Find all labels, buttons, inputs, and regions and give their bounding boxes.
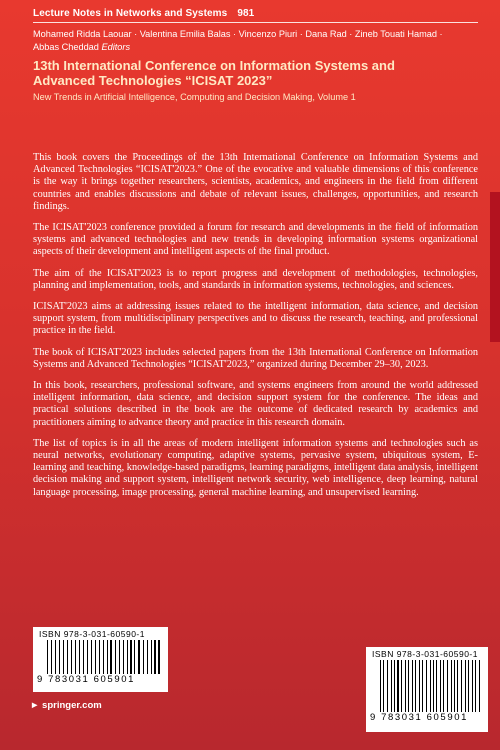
barcode-stripe	[389, 660, 390, 712]
barcode-stripe	[424, 660, 425, 712]
barcode-stripe	[151, 640, 152, 674]
editors-role: Editors	[101, 42, 131, 52]
barcode-stripe	[454, 660, 455, 712]
barcode-stripe	[87, 640, 88, 674]
barcode-stripe	[410, 660, 411, 712]
editors-line-2: Abbas Cheddad	[33, 42, 99, 52]
barcode-stripe	[109, 640, 110, 674]
barcode-left-digits: 9 783031 605901	[37, 674, 135, 685]
barcode-stripe	[85, 640, 86, 674]
barcode-stripe	[152, 640, 153, 674]
barcode-stripe	[134, 640, 135, 674]
barcode-stripe	[51, 640, 52, 674]
barcode-stripe	[385, 660, 386, 712]
barcode-stripe	[73, 640, 74, 674]
barcode-stripe	[440, 660, 441, 712]
barcode-stripe	[103, 640, 104, 674]
barcode-stripe	[445, 660, 446, 712]
barcode-stripe	[129, 640, 130, 674]
publisher-link[interactable]	[30, 700, 102, 711]
barcode-stripe	[75, 640, 76, 674]
barcode-stripe	[119, 640, 120, 674]
barcode-stripe	[415, 660, 416, 712]
barcode-stripe	[136, 640, 137, 674]
blurb-paragraph: ICISAT'2023 aims at addressing issues related to the intelligent information, data science, and decision support system, from multidisciplinary perspectives and to discuss the research, teaching, and professional practice in the field.	[33, 301, 478, 337]
barcode-stripe	[148, 640, 149, 674]
book-subtitle: New Trends in Artificial Intelligence, Computing and Decision Making, Volume 1	[33, 92, 356, 102]
barcode-stripe	[157, 640, 158, 674]
barcode-stripe	[59, 640, 60, 674]
barcode-stripe	[113, 640, 114, 674]
barcode-stripe	[63, 640, 64, 674]
barcode-stripe	[147, 640, 148, 674]
barcode-stripe	[57, 640, 58, 674]
barcode-stripe	[83, 640, 84, 674]
barcode-right-isbn: ISBN 978-3-031-60590-1	[372, 649, 478, 659]
barcode-stripe	[405, 660, 406, 712]
barcode-stripe	[79, 640, 80, 674]
barcode-stripe	[475, 660, 476, 712]
barcode-stripe	[394, 660, 395, 712]
barcode-stripe	[133, 640, 134, 674]
barcode-stripe	[161, 640, 162, 674]
barcode-stripe	[426, 660, 427, 712]
editors-line-1: Mohamed Ridda Laouar · Valentina Emilia Balas · Vincenzo Piuri · Dana Rad · Zineb Touati Hamad ·	[33, 29, 443, 39]
barcode-stripe	[158, 640, 159, 674]
barcode-stripe	[138, 640, 140, 674]
barcode-stripe	[71, 640, 72, 674]
barcode-left-bars	[33, 639, 168, 674]
barcode-stripe	[117, 640, 118, 674]
arrow-icon: ►	[30, 700, 40, 711]
barcode-stripe	[143, 640, 144, 674]
barcode-stripe	[99, 640, 100, 674]
barcode-stripe	[101, 640, 102, 674]
barcode-stripe	[380, 660, 381, 712]
barcode-stripe	[105, 640, 106, 674]
barcode-stripe	[479, 660, 480, 712]
barcode-stripe	[110, 640, 112, 674]
barcode-left	[33, 627, 168, 692]
barcode-stripe	[124, 640, 126, 674]
barcode-stripe	[49, 640, 50, 674]
barcode-stripe	[448, 660, 449, 712]
blurb-paragraph: This book covers the Proceedings of the 13th International Conference on Information Systems and Advanced Technologies “ICISAT'2023.” One of the evocative and valuable dimensions of this conference is the way it brings together researchers, scientists, academics, and engineers in the field from different countries and enables discussions and debate of relevant issues, challenges, opportunities, and research findings.	[33, 152, 478, 212]
barcode-stripe	[93, 640, 94, 674]
barcode-stripe	[91, 640, 92, 674]
publisher-url: springer.com	[42, 700, 102, 711]
barcode-stripe	[65, 640, 66, 674]
barcode-stripe	[397, 660, 398, 712]
barcode-stripe	[419, 660, 420, 712]
spine-tab	[490, 192, 500, 342]
header	[33, 8, 483, 103]
barcode-left-isbn: ISBN 978-3-031-60590-1	[39, 629, 145, 639]
barcode-stripe	[69, 640, 70, 674]
book-title-line-1: 13th International Conference on Information Systems and	[33, 58, 395, 73]
barcode-stripe	[81, 640, 83, 674]
barcode-stripe	[436, 660, 437, 712]
blurb-paragraph: The ICISAT'2023 conference provided a forum for research and developments in the field of information systems and advanced technologies and new trends in developing information systems organizational aspects of their development and intelligent aspects of the final product.	[33, 222, 478, 258]
barcode-stripe	[459, 660, 460, 712]
barcode-right-digits: 9 783031 605901	[370, 712, 468, 723]
barcode-stripe	[431, 660, 432, 712]
barcode-stripe	[107, 640, 108, 674]
barcode-stripe	[115, 640, 116, 674]
back-cover-blurb	[33, 152, 478, 508]
barcode-stripe	[123, 640, 124, 674]
barcode-stripe	[154, 640, 156, 674]
series-line	[33, 8, 483, 19]
barcode-stripe	[127, 640, 128, 674]
header-rule	[33, 22, 478, 23]
barcode-stripe	[47, 640, 48, 674]
barcode-stripe	[89, 640, 90, 674]
barcode-stripe	[77, 640, 78, 674]
barcode-stripe	[120, 640, 121, 674]
barcode-right	[366, 647, 488, 732]
barcode-stripe	[55, 640, 56, 674]
barcode-stripe	[470, 660, 471, 712]
barcode-stripe	[96, 640, 98, 674]
blurb-paragraph: In this book, researchers, professional software, and systems engineers from around the world addressed intelligent information, data science, and decision support system for the conference. The ideas and practical solutions described in the book are the outcome of dedicated research by academics and practitioners aiming to advance theory and practice in this research domain.	[33, 380, 478, 428]
book-title	[33, 58, 483, 88]
series-number: 981	[237, 8, 255, 19]
barcode-right-bars	[366, 659, 488, 712]
barcode-stripe	[53, 640, 55, 674]
barcode-stripe	[466, 660, 467, 712]
barcode-stripe	[403, 660, 404, 712]
barcode-stripe	[461, 660, 462, 712]
series-name: Lecture Notes in Networks and Systems	[33, 8, 228, 19]
blurb-paragraph: The book of ICISAT'2023 includes selected papers from the 13th International Conference on Information Systems and Advanced Technologies “ICISAT'2023,” organized during December 29–30, 2023.	[33, 346, 478, 370]
barcode-stripe	[67, 640, 69, 674]
barcode-stripe	[61, 640, 62, 674]
blurb-paragraph: The aim of the ICISAT'2023 is to report progress and development of methodologies, technologies, planning and implementation, tools, and standards in information systems, technologies, and sciences.	[33, 267, 478, 291]
book-title-line-2: Advanced Technologies “ICISAT 2023”	[33, 73, 273, 88]
barcode-stripe	[141, 640, 142, 674]
barcode-stripe	[95, 640, 96, 674]
barcode-stripe	[130, 640, 131, 674]
editors	[33, 28, 483, 54]
barcode-stripe	[144, 640, 145, 674]
blurb-paragraph: The list of topics is in all the areas of modern intelligent information systems and technologies such as neural networks, evolutionary computing, adaptive systems, pervasive system, ubiquitous system, E-learning and teaching, knowledge-based paradigms, learning paradigms, intelligent data analysis, intelligent decision making and support system, intelligent network security, web intelligence, deep learning, natural language processing, image processing, general machine learning, and unsupervised learning.	[33, 437, 478, 498]
